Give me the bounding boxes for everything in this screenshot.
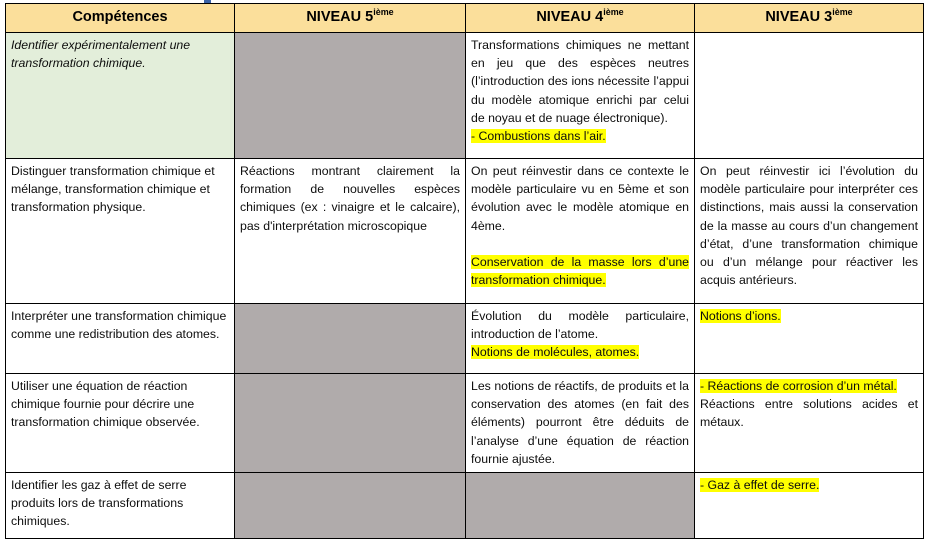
- column-header-niveau-4-label: NIVEAU 4: [536, 9, 604, 25]
- cell-niveau3-4-highlight-wrap: [700, 377, 918, 395]
- highlighted-text: Conservation de la masse lors d’une transformation chimique.: [471, 254, 689, 287]
- cell-niveau4-3: [466, 304, 695, 374]
- cell-niveau5-2-text: Réactions montrant clairement la formation de nouvelles espèces chimiques (ex : vinaigre et le calcaire), pas d'interprétation microscopique: [240, 164, 460, 233]
- table-row: [6, 472, 924, 538]
- column-header-competences: [6, 4, 235, 33]
- cell-niveau3-4-text: Réactions entre solutions acides et métaux.: [700, 397, 918, 430]
- cell-competence-4-text: Utiliser une équation de réaction chimique fournie pour décrire une transformation chimique observée.: [11, 379, 200, 430]
- cell-niveau4-1-highlight-wrap: [471, 127, 689, 145]
- column-header-niveau-5-sup: ième: [373, 7, 394, 18]
- cell-competence-5-text: Identifier les gaz à effet de serre produits lors de transformations chimiques.: [11, 477, 187, 528]
- column-header-niveau-4: [466, 4, 695, 33]
- cell-niveau4-2-text: On peut réinvestir dans ce contexte le modèle particulaire vu en 5ème et son évolution avec le modèle atomique en 4ème.: [471, 164, 689, 233]
- cell-niveau4-4: [466, 374, 695, 472]
- cell-niveau4-1: [466, 33, 695, 159]
- cell-niveau4-3-highlight-wrap: [471, 343, 689, 361]
- column-header-niveau-3-label: NIVEAU 3: [765, 9, 833, 25]
- column-header-niveau-3: [695, 4, 924, 33]
- cell-niveau3-5: [695, 472, 924, 538]
- table-row: [6, 304, 924, 374]
- table-row: [6, 33, 924, 159]
- cell-niveau5-2: [235, 159, 466, 304]
- cell-niveau3-2: [695, 159, 924, 304]
- cell-competence-1-text: Identifier expérimentalement une transformation chimique.: [11, 38, 191, 71]
- highlighted-text: Notions de molécules, atomes.: [471, 345, 640, 360]
- paragraph-spacer: [471, 235, 689, 253]
- cell-niveau3-2-text: On peut réinvestir ici l’évolution du modèle particulaire pour interpréter ces distinctions, mais aussi la conservation de la masse au cours d’un changement d’état, d’une transformation chimique ou d’un mélange pour réactiver les acquis antérieurs.: [700, 164, 918, 287]
- cell-competence-1: [6, 33, 235, 159]
- table-row: [6, 159, 924, 304]
- column-header-niveau-5-label: NIVEAU 5: [306, 9, 374, 25]
- cell-niveau4-1-text: Transformations chimiques ne mettant en jeu que des espèces neutres (l’introduction des ions nécessite l’appui du modèle atomique enrichi par celui de noyau et de nuage électronique).: [471, 38, 689, 125]
- highlighted-text: Notions d’ions.: [700, 309, 781, 324]
- cell-competence-5: [6, 472, 235, 538]
- cell-niveau3-5-highlight-wrap: [700, 476, 918, 494]
- cell-niveau3-1-empty: [695, 33, 924, 159]
- cell-competence-2-text: Distinguer transformation chimique et mélange, transformation chimique et transformation physique.: [11, 164, 215, 215]
- cell-niveau4-2-highlight-wrap: [471, 253, 689, 289]
- cell-niveau3-3-highlight-wrap: [700, 307, 918, 325]
- cell-niveau3-3: [695, 304, 924, 374]
- cell-competence-2: [6, 159, 235, 304]
- cell-competence-4: [6, 374, 235, 472]
- competences-table-container: [5, 3, 923, 539]
- competences-table: [5, 3, 924, 539]
- column-header-niveau-5: [235, 4, 466, 33]
- cell-competence-3: [6, 304, 235, 374]
- highlighted-text: - Gaz à effet de serre.: [700, 477, 820, 492]
- table-header-row: [6, 4, 924, 33]
- cell-niveau4-2: [466, 159, 695, 304]
- table-header: [6, 4, 924, 33]
- cell-niveau4-5-empty: [466, 472, 695, 538]
- cell-niveau4-4-text: Les notions de réactifs, de produits et la conservation des atomes (en fait des éléments) pourront être déduits de l’analyse d’une équation de réaction fournie ajustée.: [471, 379, 689, 466]
- highlighted-text: - Réactions de corrosion d’un métal.: [700, 379, 897, 394]
- highlighted-text: - Combustions dans l’air.: [471, 128, 606, 143]
- cell-niveau5-5-empty: [235, 472, 466, 538]
- column-header-niveau-3-sup: ième: [832, 7, 853, 18]
- table-row: [6, 374, 924, 472]
- table-body: [6, 33, 924, 538]
- cell-niveau3-4: [695, 374, 924, 472]
- column-header-competences-label: Compétences: [72, 9, 168, 25]
- cell-niveau5-1-empty: [235, 33, 466, 159]
- column-header-niveau-4-sup: ième: [603, 7, 624, 18]
- cell-competence-3-text: Interpréter une transformation chimique comme une redistribution des atomes.: [11, 309, 227, 342]
- cell-niveau4-3-text: Évolution du modèle particulaire, introduction de l’atome.: [471, 309, 689, 342]
- cell-niveau5-3-empty: [235, 304, 466, 374]
- cell-niveau5-4-empty: [235, 374, 466, 472]
